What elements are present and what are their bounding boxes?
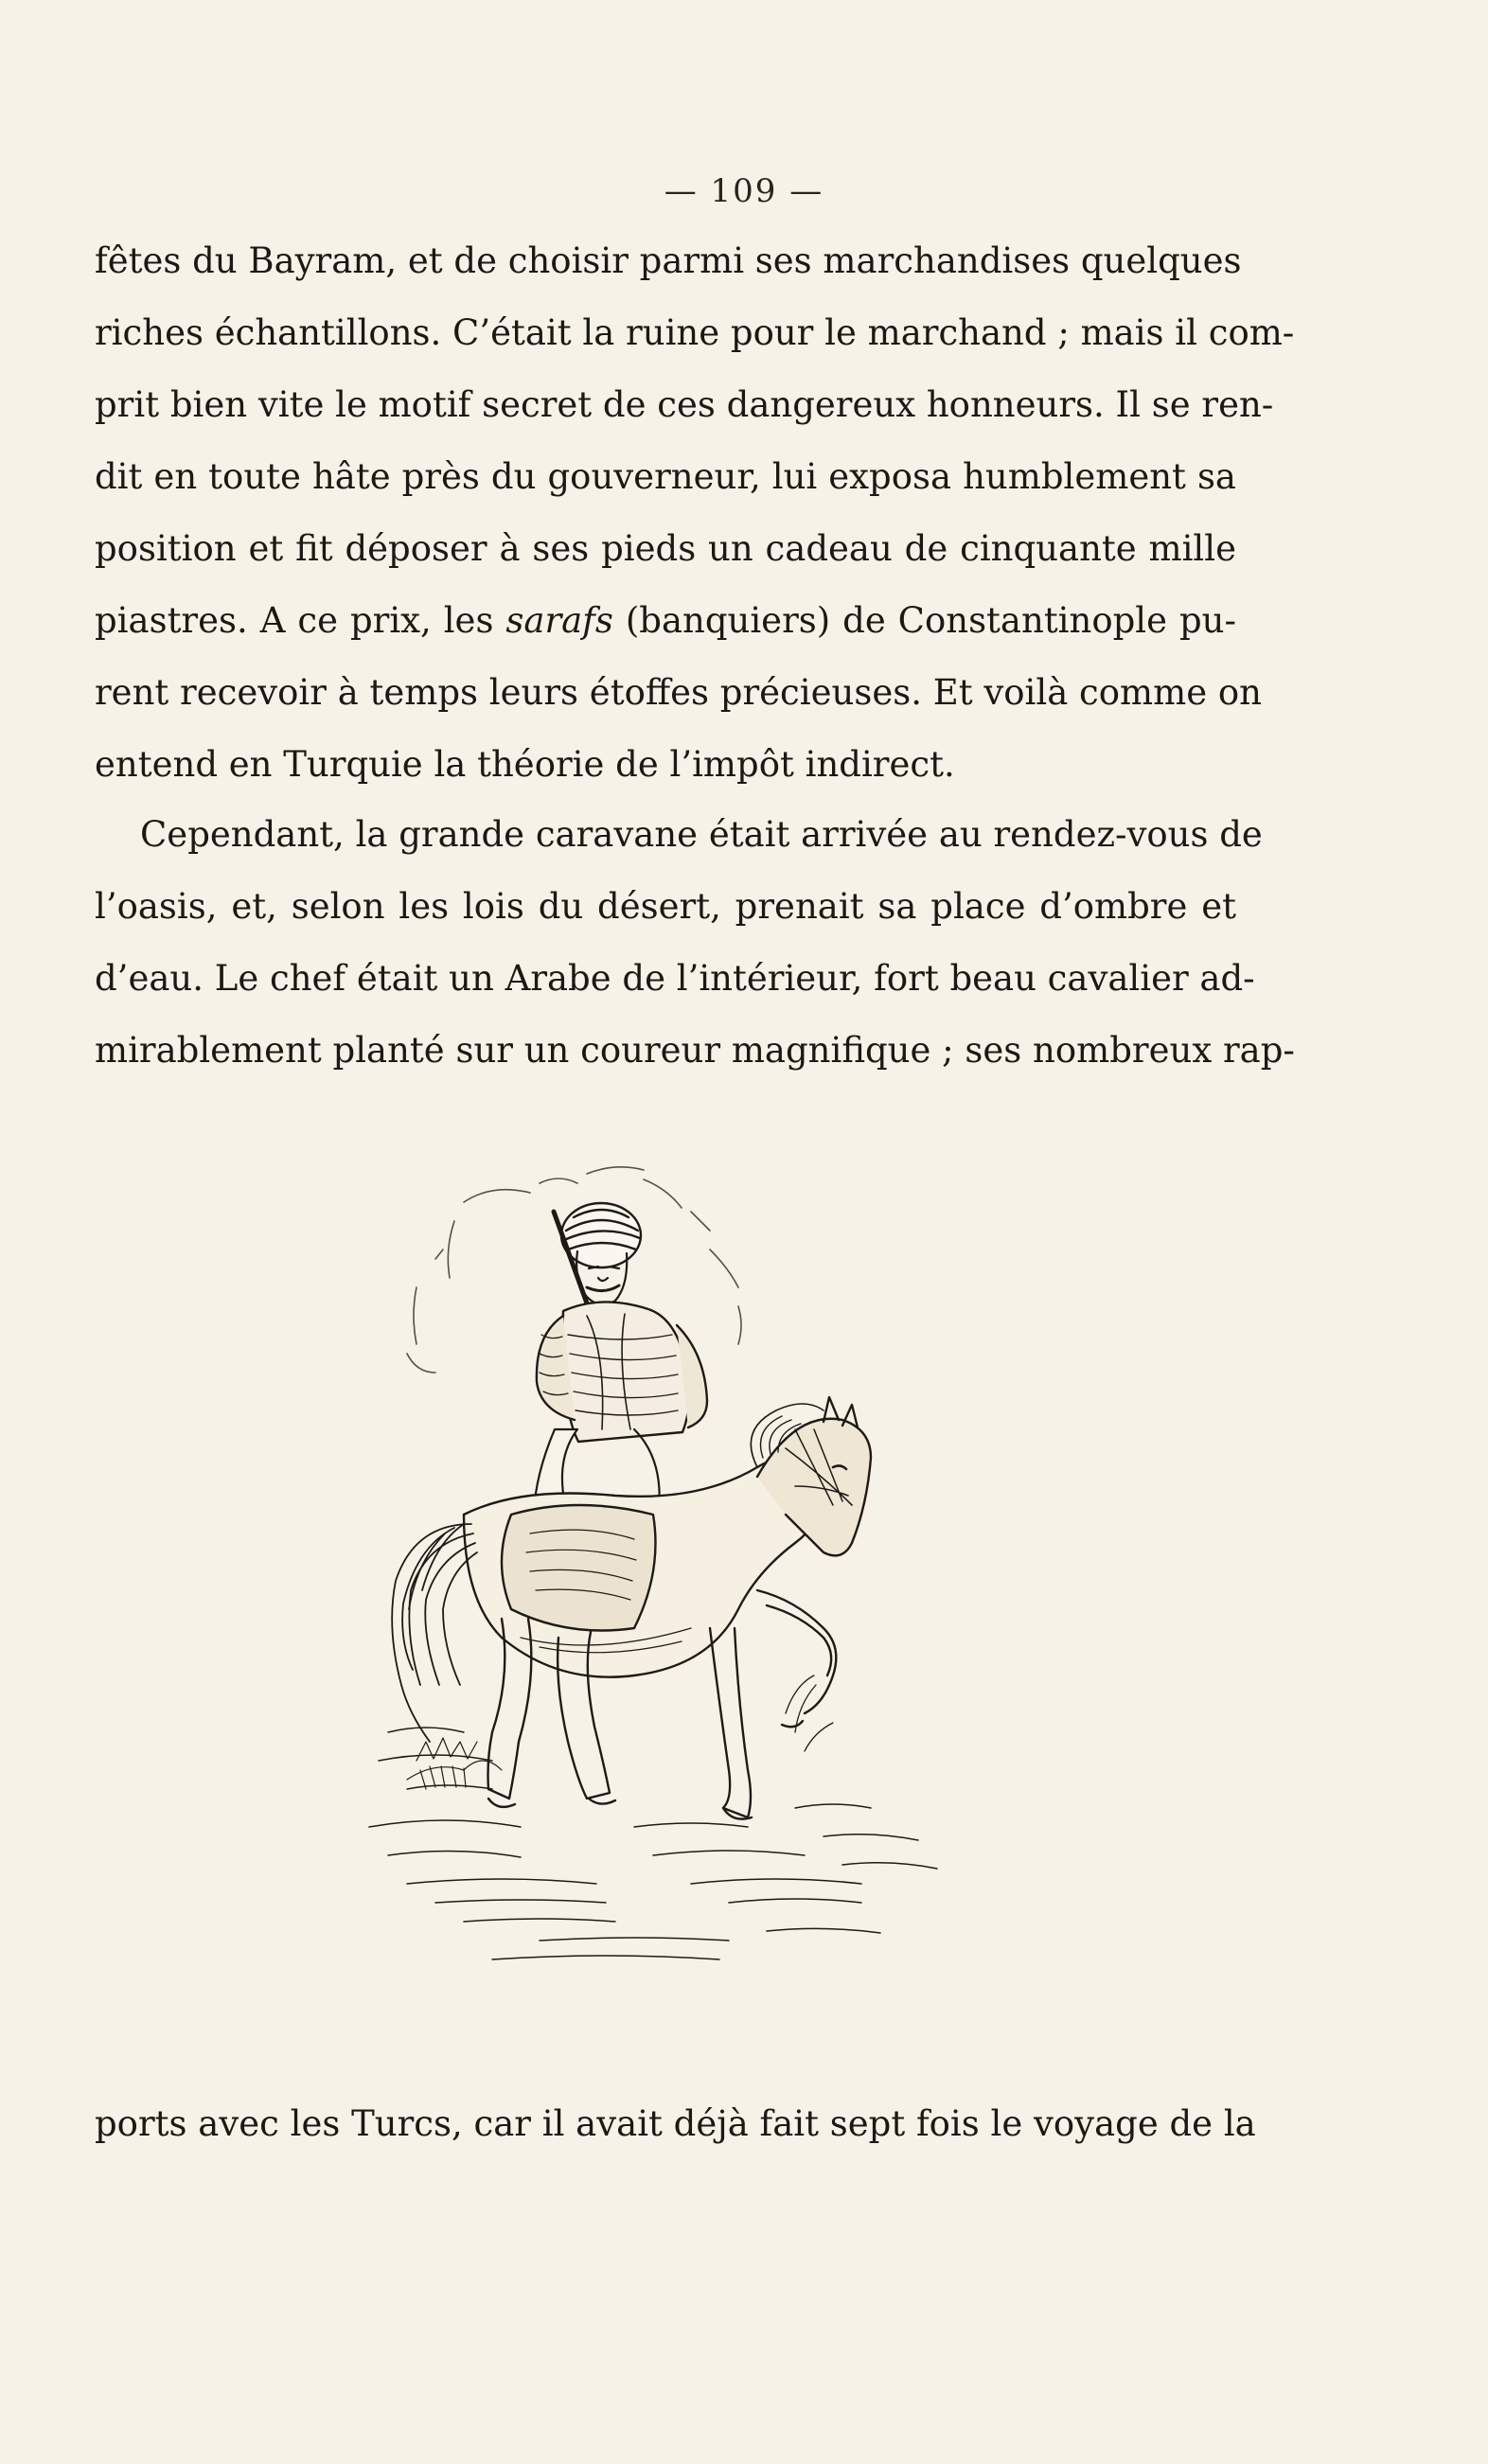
horse-body <box>464 1397 871 1677</box>
text-line: riches échantillons. C’était la ruine pour le marchand ; mais il com- <box>95 312 1295 353</box>
text-line: ports avec les Turcs, car il avait déjà fait sept fois le voyage de la <box>95 2103 1256 2144</box>
text-line: fêtes du Bayram, et de choisir parmi ses marchandises quelques <box>95 240 1242 281</box>
paragraph-2 <box>95 799 1295 1087</box>
paragraph-3 <box>95 2088 1256 2160</box>
italic-term: sarafs <box>505 600 613 641</box>
text-line: mirablement planté sur un coureur magnifique ; ses nombreux rap- <box>95 1030 1295 1071</box>
rider-turban <box>561 1203 641 1267</box>
text-line: entend en Turquie la théorie de l’impôt indirect. <box>95 744 955 785</box>
rider-torso <box>537 1302 707 1442</box>
page-number: — 109 — <box>664 172 824 210</box>
text-line: position et fit déposer à ses pieds un cadeau de cinquante mille <box>95 528 1236 569</box>
horseman-illustration <box>350 1145 994 2026</box>
text-line: rent recevoir à temps leurs étoffes précieuses. Et voilà comme on <box>95 672 1262 713</box>
horse-tail <box>392 1524 477 1742</box>
ground-hatching <box>369 1728 937 1959</box>
text-line: prit bien vite le motif secret de ces dangereux honneurs. Il se ren- <box>95 384 1274 425</box>
paragraph-1 <box>95 225 1295 801</box>
text-line: d’eau. Le chef était un Arabe de l’intérieur, fort beau cavalier ad- <box>95 958 1255 999</box>
text-segment: piastres. A ce prix, les <box>95 600 506 641</box>
text-line-with-italic <box>95 585 1236 657</box>
text-line: l’oasis, et, selon les lois du désert, prenait sa place d’ombre et <box>95 886 1236 927</box>
text-segment: (banquiers) de Constantinople pu- <box>612 600 1237 641</box>
plant-sketch <box>786 1675 833 1751</box>
text-line: Cependant, la grande caravane était arrivée au rendez-vous de <box>140 814 1263 855</box>
text-line: dit en toute hâte près du gouverneur, lui exposa humblement sa <box>95 456 1236 497</box>
